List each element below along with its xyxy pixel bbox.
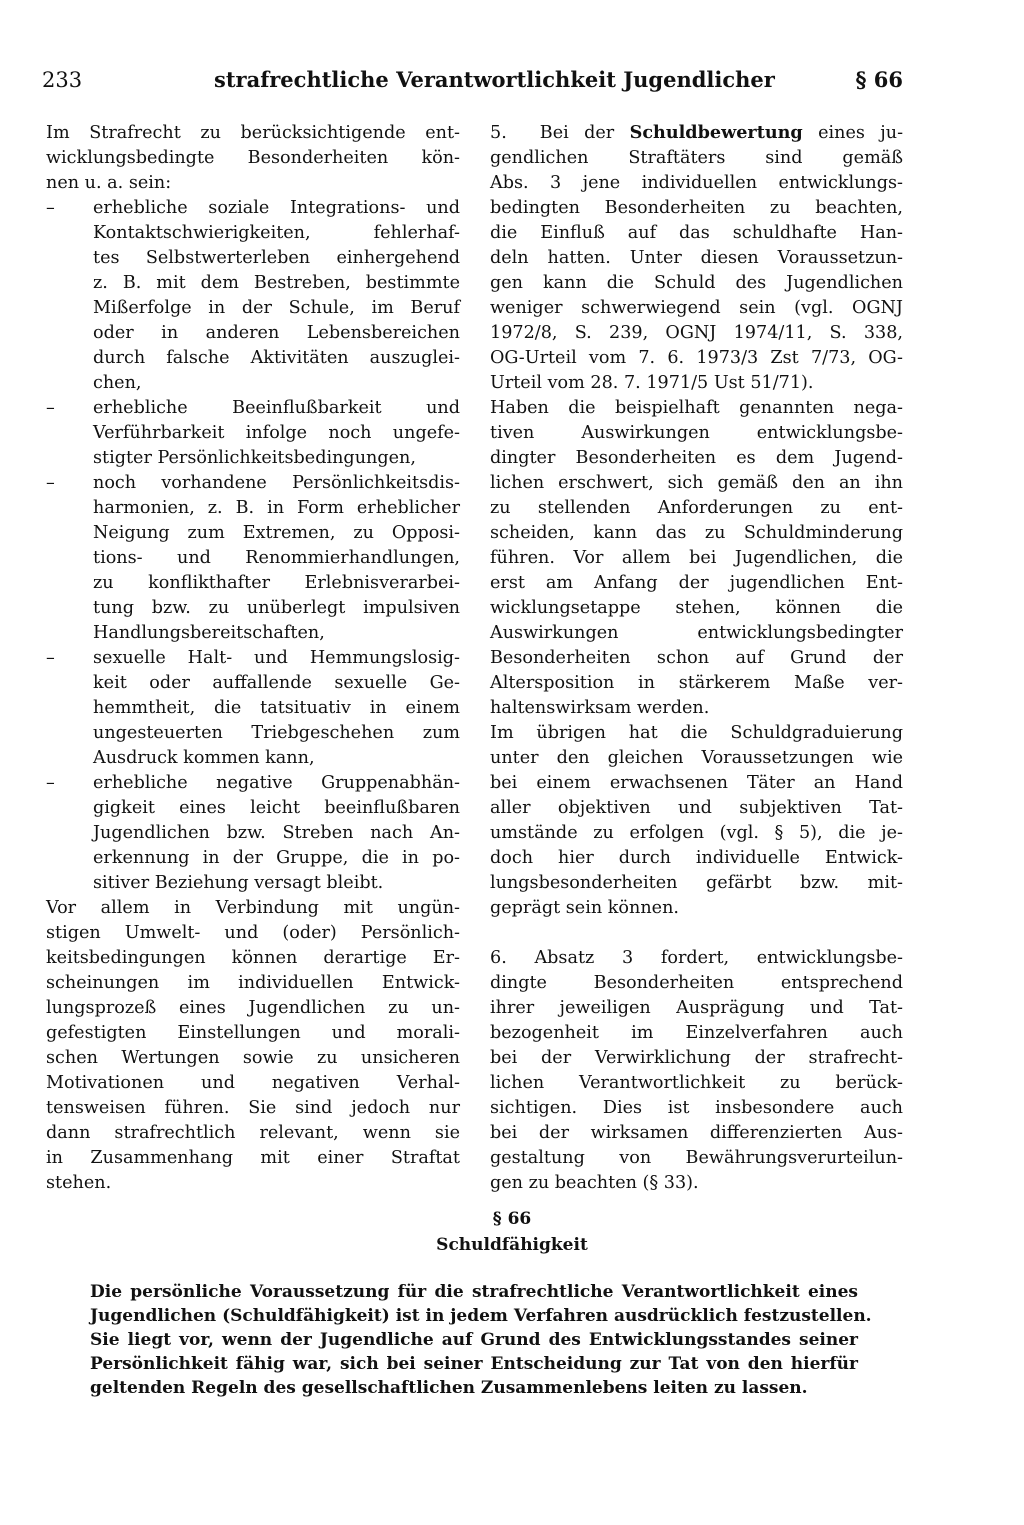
text-line: bei einem erwachsenen Täter an Hand [490, 773, 903, 793]
text-line: sichtigen. Dies ist insbesondere auch [490, 1098, 903, 1118]
statute-line: Sie liegt vor, wenn der Jugendliche auf Grund des Entwicklungsstandes seiner [90, 1330, 858, 1350]
text-line: zu stellenden Anforderungen zu ent- [490, 498, 903, 518]
text-line: lichen erschwert, sich gemäß den an ihn [490, 473, 903, 493]
bullet-dash: – [46, 398, 55, 418]
text-line: schen Wertungen sowie zu unsicheren [46, 1048, 460, 1068]
bullet-dash: – [46, 648, 55, 668]
text-line: wicklungsetappe stehen, können die [490, 598, 903, 618]
text-line: keitsbedingungen können derartige Er- [46, 948, 460, 968]
text-line: deln hatten. Unter diesen Voraussetzun- [490, 248, 903, 268]
bullet-line: z. B. mit dem Bestreben, bestimmte [93, 273, 460, 293]
bullet-line: durch falsche Aktivitäten auszuglei- [93, 348, 460, 368]
text-line: aller objektiven und subjektiven Tat- [490, 798, 903, 818]
text-line: gestaltung von Bewährungsverurteilun- [490, 1148, 903, 1168]
text-line: in Zusammenhang mit einer Straftat [46, 1148, 460, 1168]
text-line: gen kann die Schuld des Jugendlichen [490, 273, 903, 293]
text-line: bei der Verwirklichung der strafrecht- [490, 1048, 903, 1068]
text-line: stigen Umwelt- und (oder) Persönlich- [46, 923, 460, 943]
text-line: wicklungsbedingte Besonderheiten kön- [46, 148, 460, 168]
bullet-line: oder in anderen Lebensbereichen [93, 323, 460, 343]
text-line: Im übrigen hat die Schuldgraduierung [490, 723, 903, 743]
text-line: erst am Anfang der jugendlichen Ent- [490, 573, 903, 593]
bullet-line: Neigung zum Extremen, zu Opposi- [93, 523, 460, 543]
bullet-line: Jugendlichen bzw. Streben nach An- [93, 823, 460, 843]
bullet-line: noch vorhandene Persönlichkeitsdis- [93, 473, 460, 493]
text-line: unter den gleichen Voraussetzungen wie [490, 748, 903, 768]
text-line: dingte Besonderheiten entsprechend [490, 973, 903, 993]
running-title: strafrechtliche Verantwortlichkeit Jugendlicher [214, 67, 775, 92]
text-line: lungsbesonderheiten gefärbt bzw. mit- [490, 873, 903, 893]
text-line: Abs. 3 jene individuellen entwicklungs- [490, 173, 903, 193]
text-line: doch hier durch individuelle Entwick- [490, 848, 903, 868]
bullet-line: harmonien, z. B. in Form erheblicher [93, 498, 460, 518]
bullet-line: sexuelle Halt- und Hemmungslosig- [93, 648, 460, 668]
bullet-line: erhebliche Beeinflußbarkeit und [93, 398, 460, 418]
bullet-line: hemmtheit, die tatsituativ in einem [93, 698, 460, 718]
bullet-line: Ausdruck kommen kann, [93, 748, 315, 768]
bullet-line: gigkeit eines leicht beeinflußbaren [93, 798, 460, 818]
bullet-line: erhebliche negative Gruppenabhän- [93, 773, 460, 793]
bullet-dash: – [46, 473, 55, 493]
text-line: die Einfluß auf das schuldhafte Han- [490, 223, 903, 243]
section-number: § 66 [492, 1209, 532, 1229]
text-line: umstände zu erfolgen (vgl. § 5), die je- [490, 823, 903, 843]
statute-line: Persönlichkeit fähig war, sich bei seiner Entscheidung zur Tat von den hierfür [90, 1354, 858, 1374]
text-line: tensweisen führen. Sie sind jedoch nur [46, 1098, 460, 1118]
text-line: bei der wirksamen differenzierten Aus- [490, 1123, 903, 1143]
text-line: scheiden, kann das zu Schuldminderung [490, 523, 903, 543]
term-bold: Schuldbewertung [629, 122, 803, 143]
text-line: dingter Besonderheiten es dem Jugend- [490, 448, 903, 468]
bullet-line: tions- und Renommierhandlungen, [93, 548, 460, 568]
text-line: Motivationen und negativen Verhal- [46, 1073, 460, 1093]
section-title: Schuldfähigkeit [436, 1235, 588, 1255]
statute-line: geltenden Regeln des gesellschaftlichen Zusammenlebens leiten zu lassen. [90, 1378, 808, 1398]
para-number: 5. [490, 123, 507, 143]
running-section: § 66 [855, 67, 903, 92]
text-line: 6. Absatz 3 fordert, entwicklungsbe- [490, 948, 903, 968]
statute-line: Die persönliche Voraussetzung für die strafrechtliche Verantwortlichkeit eines [90, 1282, 858, 1302]
text: Bei der [539, 123, 615, 143]
text-line: Haben die beispielhaft genannten nega- [490, 398, 903, 418]
bullet-line: ungesteuerten Triebgeschehen zum [93, 723, 460, 743]
text-line: Vor allem in Verbindung mit ungün- [46, 898, 460, 918]
bullet-line: sitiver Beziehung versagt bleibt. [93, 873, 384, 893]
page-number: 233 [42, 68, 83, 92]
text-line: Urteil vom 28. 7. 1971/5 Ust 51/71). [490, 373, 814, 393]
bullet-line: chen, [93, 373, 142, 393]
text-line: Altersposition in stärkerem Maße ver- [490, 673, 903, 693]
text-line: geprägt sein können. [490, 898, 680, 918]
text-line: haltenswirksam werden. [490, 698, 710, 718]
bullet-line: Mißerfolge in der Schule, im Beruf [93, 298, 460, 318]
text: eines ju- [818, 123, 904, 143]
text-line: stehen. [46, 1173, 112, 1193]
text-line: OG-Urteil vom 7. 6. 1973/3 Zst 7/73, OG- [490, 348, 903, 368]
para5-first-line [490, 120, 903, 146]
bullet-line: erhebliche soziale Integrations- und [93, 198, 460, 218]
bullet-line: tung bzw. zu unüberlegt impulsiven [93, 598, 460, 618]
bullet-dash: – [46, 198, 55, 218]
text-line: Im Strafrecht zu berücksichtigende ent- [46, 123, 460, 143]
text-line: gen zu beachten (§ 33). [490, 1173, 699, 1193]
bullet-dash: – [46, 773, 55, 793]
bullet-line: erkennung in der Gruppe, die in po- [93, 848, 460, 868]
text-line: lungsprozeß eines Jugendlichen zu un- [46, 998, 460, 1018]
text-line: tiven Auswirkungen entwicklungsbe- [490, 423, 903, 443]
bullet-line: Verführbarkeit infolge noch ungefe- [93, 423, 460, 443]
text-line: lichen Verantwortlichkeit zu berück- [490, 1073, 903, 1093]
text-line: Auswirkungen entwicklungsbedingter [490, 623, 903, 643]
text-line: führen. Vor allem bei Jugendlichen, die [490, 548, 903, 568]
text-line: weniger schwerwiegend sein (vgl. OGNJ [490, 298, 903, 318]
text-line: nen u. a. sein: [46, 173, 172, 193]
text-line: gefestigten Einstellungen und morali- [46, 1023, 460, 1043]
statute-line: Jugendlichen (Schuldfähigkeit) ist in jedem Verfahren ausdrücklich festzustellen. [90, 1306, 872, 1326]
text-line: gendlichen Straftäters sind gemäß [490, 148, 903, 168]
text-line: scheinungen im individuellen Entwick- [46, 973, 460, 993]
text-line: bedingten Besonderheiten zu beachten, [490, 198, 903, 218]
bullet-line: Kontaktschwierigkeiten, fehlerhaf- [93, 223, 460, 243]
bullet-line: keit oder auffallende sexuelle Ge- [93, 673, 460, 693]
text-line: ihrer jeweiligen Ausprägung und Tat- [490, 998, 903, 1018]
text-line: bezogenheit im Einzelverfahren auch [490, 1023, 903, 1043]
bullet-line: tes Selbstwerterleben einhergehend [93, 248, 460, 268]
text-line: Besonderheiten schon auf Grund der [490, 648, 903, 668]
bullet-line: stigter Persönlichkeitsbedingungen, [93, 448, 416, 468]
text-line: 1972/8, S. 239, OGNJ 1974/11, S. 338, [490, 323, 903, 343]
bullet-line: Handlungsbereitschaften, [93, 623, 325, 643]
bullet-line: zu konflikthafter Erlebnisverarbei- [93, 573, 460, 593]
text-line: dann strafrechtlich relevant, wenn sie [46, 1123, 460, 1143]
